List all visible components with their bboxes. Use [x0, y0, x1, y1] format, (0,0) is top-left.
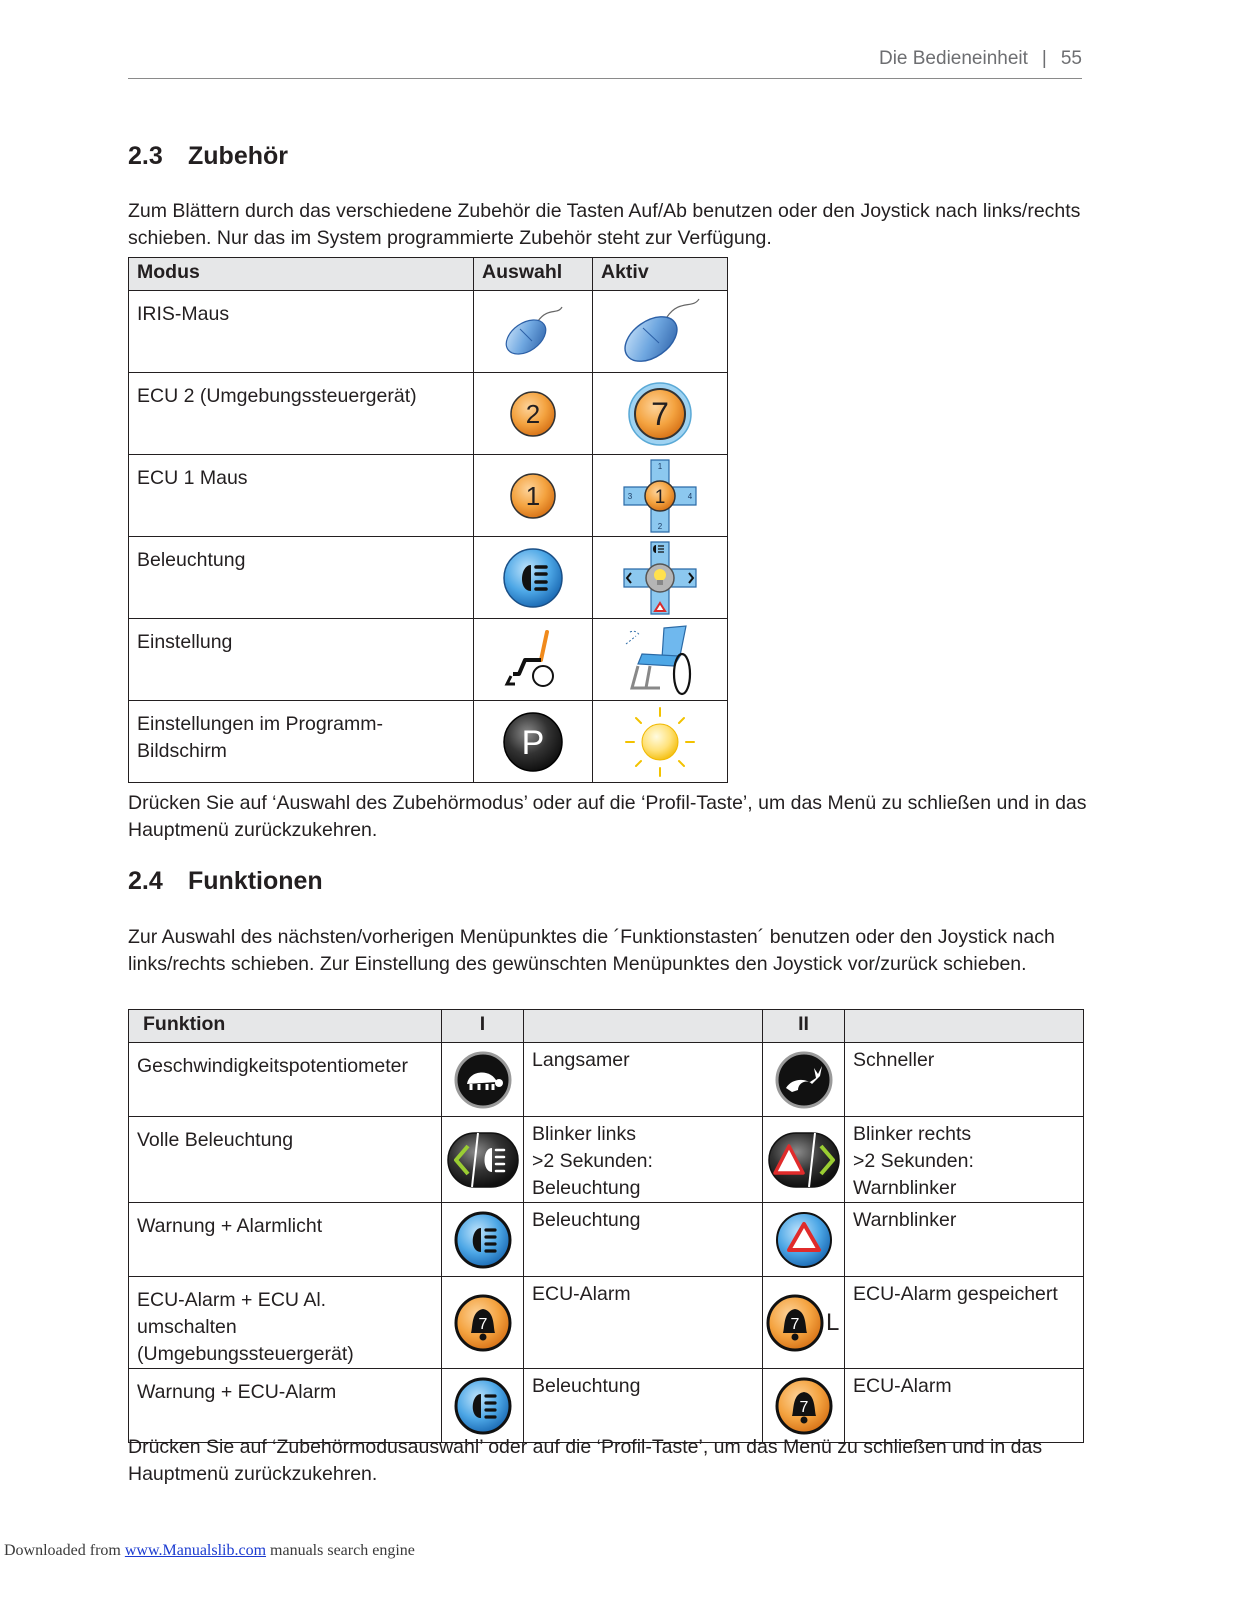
- table-row: [129, 1203, 1084, 1277]
- aktiv-cell: [593, 455, 728, 537]
- label-cell-ii: ECU-Alarm gespeichert: [845, 1277, 1084, 1369]
- manualslib-link[interactable]: www.Manualslib.com: [124, 1542, 267, 1559]
- rabbit-icon: [774, 1050, 834, 1110]
- label-cell-i: Blinker links >2 Sekunden: Beleuchtung: [524, 1117, 763, 1203]
- column-header-i: I: [442, 1010, 524, 1043]
- sun-icon: [622, 704, 698, 780]
- turtle-icon: [453, 1050, 513, 1110]
- table-row: [129, 701, 728, 783]
- modus-cell: ECU 2 (Umgebungssteuergerät): [129, 373, 474, 455]
- section-number: 2.4: [128, 867, 163, 895]
- icon-cell-ii: [763, 1369, 845, 1443]
- dpad-label-up: 1: [657, 461, 663, 471]
- ecu-alarm-bell-icon: [765, 1293, 825, 1353]
- header-section-title: Die Bedieneinheit: [878, 48, 1028, 69]
- wheelchair-adjust-icon: [503, 628, 563, 692]
- mouse-large-icon: [615, 295, 705, 369]
- bell-number-text: 7: [799, 1398, 808, 1416]
- label-cell-i: ECU-Alarm: [524, 1277, 763, 1369]
- dpad-label-left: 3: [627, 491, 633, 501]
- page-header: [128, 48, 1082, 79]
- icon-cell-i: [442, 1369, 524, 1443]
- ecu-alarm-bell-icon: [453, 1293, 513, 1353]
- label-cell-ii: Blinker rechts >2 Sekunden: Warnblinker: [845, 1117, 1084, 1203]
- funktion-cell: Volle Beleuchtung: [129, 1117, 442, 1203]
- bell-number-text: 7: [478, 1315, 487, 1333]
- dpad-label-right: 4: [687, 491, 693, 501]
- dpad-label-down: 2: [657, 521, 663, 531]
- funktionen-table: [128, 1009, 1084, 1443]
- table-header-row: [129, 258, 728, 291]
- ecu-number-text: 1: [654, 486, 666, 508]
- table-row: [129, 291, 728, 373]
- icon-cell-i: [442, 1117, 524, 1203]
- funktion-cell: Geschwindigkeitspotentiometer: [129, 1043, 442, 1117]
- hazard-blinker-right-icon: [767, 1131, 841, 1189]
- modus-cell: Einstellungen im Programm- Bildschirm: [129, 701, 474, 783]
- section-2-4-intro: Zur Auswahl des nächsten/vorherigen Menüpunktes die ´Funktionstasten´ benutzen oder den Joystick nach links/rechts schieben. Zur Einstellung des gewünschten Menüpunktes den Joystick vor/zurück schieben.: [128, 926, 1055, 975]
- column-header-aktiv: Aktiv: [593, 258, 728, 291]
- ecu-number-text: 7: [651, 395, 669, 432]
- headlight-icon: [453, 1376, 513, 1436]
- section-title: Funktionen: [188, 867, 323, 895]
- modus-cell: IRIS-Maus: [129, 291, 474, 373]
- section-number: 2.3: [128, 142, 163, 170]
- aktiv-cell: [593, 537, 728, 619]
- modus-cell: Beleuchtung: [129, 537, 474, 619]
- mouse-icon: [498, 301, 568, 363]
- ecu-number-text: 2: [525, 398, 541, 429]
- table-row: [129, 1043, 1084, 1117]
- icon-cell-i: [442, 1203, 524, 1277]
- funktion-cell: Warnung + ECU-Alarm: [129, 1369, 442, 1443]
- section-title: Zubehör: [188, 142, 288, 170]
- column-header-modus: Modus: [129, 258, 474, 291]
- icon-cell-ii: [763, 1203, 845, 1277]
- aktiv-cell: [593, 701, 728, 783]
- label-cell-ii: Schneller: [845, 1043, 1084, 1117]
- table-row: [129, 1117, 1084, 1203]
- footer-suffix: manuals search engine: [266, 1542, 415, 1559]
- icon-cell-i: [442, 1277, 524, 1369]
- auswahl-cell: [474, 537, 593, 619]
- label-cell-i: Beleuchtung: [524, 1369, 763, 1443]
- table-row: [129, 455, 728, 537]
- column-header-ii: II: [763, 1010, 845, 1043]
- icon-cell-ii: [763, 1117, 845, 1203]
- table-row: [129, 373, 728, 455]
- table-header-row: [129, 1010, 1084, 1043]
- ecu-7-icon: [627, 381, 693, 447]
- headlight-icon: [453, 1210, 513, 1270]
- auswahl-cell: [474, 455, 593, 537]
- ecu-1-icon: [508, 471, 558, 521]
- aktiv-cell: [593, 291, 728, 373]
- modus-cell: ECU 1 Maus: [129, 455, 474, 537]
- table-row: [129, 537, 728, 619]
- funktion-cell: Warnung + Alarmlicht: [129, 1203, 442, 1277]
- table-row: [129, 1369, 1084, 1443]
- table-row: [129, 619, 728, 701]
- table-row: [129, 1277, 1084, 1369]
- blinker-left-headlight-icon: [446, 1131, 520, 1189]
- ecu-alarm-bell-icon: [774, 1376, 834, 1436]
- auswahl-cell: [474, 701, 593, 783]
- aktiv-cell: [593, 619, 728, 701]
- zubehoer-table: [128, 257, 728, 783]
- icon-cell-i: [442, 1043, 524, 1117]
- program-p-icon: [501, 710, 565, 774]
- label-cell-i: Langsamer: [524, 1043, 763, 1117]
- footer-prefix: Downloaded from: [4, 1542, 125, 1559]
- stored-marker: L: [826, 1308, 840, 1336]
- label-cell-ii: Warnblinker: [845, 1203, 1084, 1277]
- modus-cell: Einstellung: [129, 619, 474, 701]
- section-2-3-heading: [128, 142, 288, 171]
- hazard-triangle-icon: [774, 1210, 834, 1270]
- column-header-empty-2: [845, 1010, 1084, 1043]
- ecu-number-text: 1: [525, 480, 541, 511]
- column-header-empty-1: [524, 1010, 763, 1043]
- aktiv-cell: [593, 373, 728, 455]
- section-2-3-closing: Drücken Sie auf ‘Auswahl des Zubehörmodus’ oder auf die ‘Profil-Taste’, um das Menü zu schließen und in das Hauptmenü zurückzukehren.: [128, 792, 1087, 841]
- auswahl-cell: [474, 373, 593, 455]
- lighting-dpad-icon: [622, 540, 698, 616]
- icon-cell-ii: [763, 1277, 845, 1369]
- program-letter: P: [521, 723, 545, 762]
- download-footer: [4, 1542, 415, 1560]
- auswahl-cell: [474, 291, 593, 373]
- header-separator: |: [1041, 48, 1047, 69]
- auswahl-cell: [474, 619, 593, 701]
- label-cell-i: Beleuchtung: [524, 1203, 763, 1277]
- ecu-2-icon: [508, 389, 558, 439]
- page-number: 55: [1060, 48, 1082, 69]
- icon-cell-ii: [763, 1043, 845, 1117]
- section-2-4-heading: [128, 867, 323, 896]
- section-2-3-intro: Zum Blättern durch das verschiedene Zubehör die Tasten Auf/Ab benutzen oder den Joystick nach links/rechts schieben. Nur das im System programmierte Zubehör steht zur Verfügung.: [128, 200, 1081, 249]
- label-cell-ii: ECU-Alarm: [845, 1369, 1084, 1443]
- column-header-auswahl: Auswahl: [474, 258, 593, 291]
- headlight-icon: [501, 546, 565, 610]
- funktion-cell: ECU-Alarm + ECU Al. umschalten (Umgebungssteuergerät): [129, 1277, 442, 1369]
- wheelchair-seat-icon: [620, 622, 700, 698]
- bell-number-text: 7: [790, 1315, 800, 1333]
- section-2-4-closing: Drücken Sie auf ‘Zubehörmodusauswahl’ oder auf die ‘Profil-Taste’, um das Menü zu schließen und in das Hauptmenü zurückzukehren.: [128, 1436, 1043, 1485]
- column-header-funktion: Funktion: [129, 1010, 442, 1043]
- ecu-1-dpad-icon: [622, 458, 698, 534]
